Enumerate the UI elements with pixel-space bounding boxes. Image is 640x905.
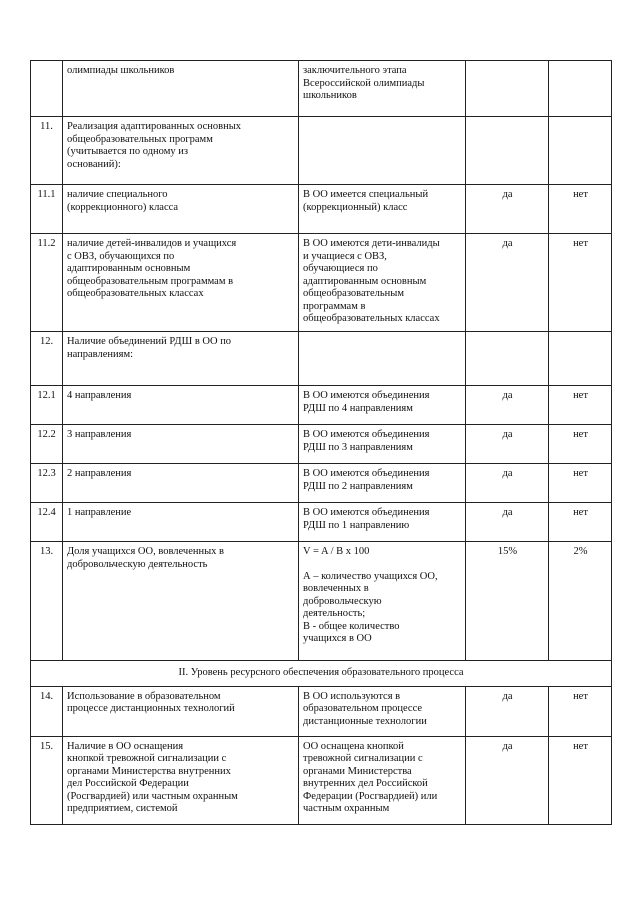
table-row [31,386,612,425]
text-line: тревожной сигнализации с [303,753,423,764]
value-no-cell [549,332,612,386]
text-line: ОО оснащена кнопкой [303,740,404,752]
table-row [31,234,612,332]
table-row [31,61,612,117]
indicator-name-cell [63,542,299,661]
text-line: В ОО используются в [303,690,401,702]
value-yes-cell [466,61,549,117]
text-line: образовательном процессе [303,703,423,714]
value-yes-cell: да [466,386,549,425]
value-yes-cell [466,117,549,185]
text-line: общеобразовательных классах [67,288,204,299]
indicator-name-cell [63,117,299,185]
value-no-cell: нет [549,425,612,464]
indicator-name-cell [63,686,299,736]
calculation-cell [299,332,466,386]
indicator-name-cell [63,61,299,117]
text-line [303,559,462,571]
table-row [31,464,612,503]
text-line: добровольческую [303,595,382,607]
text-line: 1 направление [67,507,132,518]
text-line: А – количество учащихся ОО, [303,570,438,582]
value-no-cell: нет [549,503,612,542]
text-line: деятельность; [303,608,366,619]
section-title: II. Уровень ресурсного обеспечения образовательного процесса [31,661,612,687]
text-line: В ОО имеются дети-инвалиды [303,238,440,249]
table-row [31,503,612,542]
row-number: 12. [31,332,63,386]
text-line: внутренних дел Российской [303,778,428,789]
text-line: процессе дистанционных технологий [67,703,235,714]
value-yes-cell [466,332,549,386]
text-line: частным охранным [303,803,390,814]
row-number: 14. [31,686,63,736]
table-row [31,185,612,234]
text-line: общеобразовательным программам в [67,275,234,287]
value-yes-cell: да [466,464,549,503]
text-line: органами Министерства внутренних [67,765,231,777]
text-line: оснований): [67,158,121,170]
text-line: наличие специального [67,189,168,200]
table-row [31,542,612,661]
text-line: предприятием, системой [67,803,178,814]
text-line: общеобразовательных программ [67,133,213,145]
value-yes-cell: да [466,503,549,542]
row-number: 11. [31,117,63,185]
calculation-cell [299,185,466,234]
text-line: В - общее количество [303,620,400,632]
text-line: заключительного этапа [303,65,407,76]
value-yes-cell: да [466,686,549,736]
document-page [30,60,611,825]
text-line: дел Российской Федерации [67,778,189,789]
value-no-cell: нет [549,234,612,332]
value-yes-cell: да [466,185,549,234]
table-row [31,686,612,736]
text-line: 3 направления [67,429,132,440]
value-yes-cell: 15% [466,542,549,661]
text-line: Наличие объединений РДШ в ОО по [67,336,232,347]
text-line: Реализация адаптированных основных [67,121,242,132]
text-line: адаптированным основным [303,275,427,287]
value-yes-cell: да [466,234,549,332]
calculation-cell [299,61,466,117]
text-line: В ОО имеются объединения [303,429,430,440]
text-line: кнопкой тревожной сигнализации с [67,753,227,764]
text-line: с ОВЗ, обучающихся по [67,250,175,262]
value-yes-cell: да [466,425,549,464]
row-number: 15. [31,736,63,824]
value-no-cell [549,117,612,185]
table-row [31,117,612,185]
text-line: обучающиеся по [303,263,378,274]
text-line: 4 направления [67,390,132,401]
indicator-name-cell [63,234,299,332]
table-row [31,332,612,386]
value-no-cell: нет [549,686,612,736]
indicator-name-cell [63,386,299,425]
table-row [31,736,612,824]
calculation-cell [299,464,466,503]
calculation-cell [299,425,466,464]
row-number: 11.1 [31,185,63,234]
text-line: вовлеченных в [303,583,369,594]
text-line: и учащиеся с ОВЗ, [303,250,387,262]
text-line: РДШ по 4 направлениям [303,402,413,414]
calculation-cell [299,736,466,824]
value-no-cell: нет [549,464,612,503]
text-line: В ОО имеются объединения [303,468,430,479]
text-line: (учитывается по одному из [67,146,189,157]
text-line: Доля учащихся ОО, вовлеченных в [67,546,225,557]
text-line: РДШ по 1 направлению [303,519,410,531]
text-line: учащихся в ОО [303,633,372,644]
text-line: (коррекционного) класса [67,201,179,213]
text-line: (коррекционный) класс [303,201,408,213]
text-line: олимпиады школьников [67,65,175,76]
text-line: направлениям: [67,348,134,360]
text-line: Наличие в ОО оснащения [67,740,184,752]
indicator-name-cell [63,425,299,464]
text-line: РДШ по 3 направлениям [303,441,413,453]
row-number: 12.4 [31,503,63,542]
text-line: программам в [303,300,366,312]
text-line: общеобразовательным [303,288,404,299]
text-line: 2 направления [67,468,132,479]
text-line: Использование в образовательном [67,690,221,702]
row-number: 11.2 [31,234,63,332]
text-line: общеобразовательных классах [303,313,440,324]
calculation-cell [299,386,466,425]
indicator-name-cell [63,332,299,386]
value-yes-cell: да [466,736,549,824]
text-line: наличие детей-инвалидов и учащихся [67,238,237,249]
criteria-table [30,60,612,825]
table-row [31,425,612,464]
indicator-name-cell [63,185,299,234]
indicator-name-cell [63,464,299,503]
row-number: 13. [31,542,63,661]
calculation-cell [299,234,466,332]
text-line: РДШ по 2 направлениям [303,480,413,492]
text-line: адаптированным основным [67,263,191,274]
value-no-cell: нет [549,736,612,824]
value-no-cell: 2% [549,542,612,661]
text-line: В ОО имеются объединения [303,390,430,401]
text-line: Федерации (Росгвардией) или [303,790,438,802]
value-no-cell: нет [549,386,612,425]
text-line: (Росгвардией) или частным охранным [67,790,238,802]
text-line: дистанционные технологии [303,715,427,727]
indicator-name-cell [63,736,299,824]
text-line: добровольческую деятельность [67,558,208,570]
calculation-cell [299,542,466,661]
row-number: 12.2 [31,425,63,464]
indicator-name-cell [63,503,299,542]
value-no-cell [549,61,612,117]
row-number: 12.3 [31,464,63,503]
calculation-cell [299,117,466,185]
row-number: 12.1 [31,386,63,425]
calculation-cell [299,686,466,736]
row-number [31,61,63,117]
text-line: органами Министерства [303,765,412,777]
text-line: В ОО имеются объединения [303,507,430,518]
section-header-row [31,661,612,687]
text-line: Всероссийской олимпиады [303,77,425,89]
text-line: школьников [303,90,357,101]
value-no-cell: нет [549,185,612,234]
text-line: В ОО имеется специальный [303,189,429,200]
calculation-cell [299,503,466,542]
text-line: V = A / B x 100 [303,546,370,557]
